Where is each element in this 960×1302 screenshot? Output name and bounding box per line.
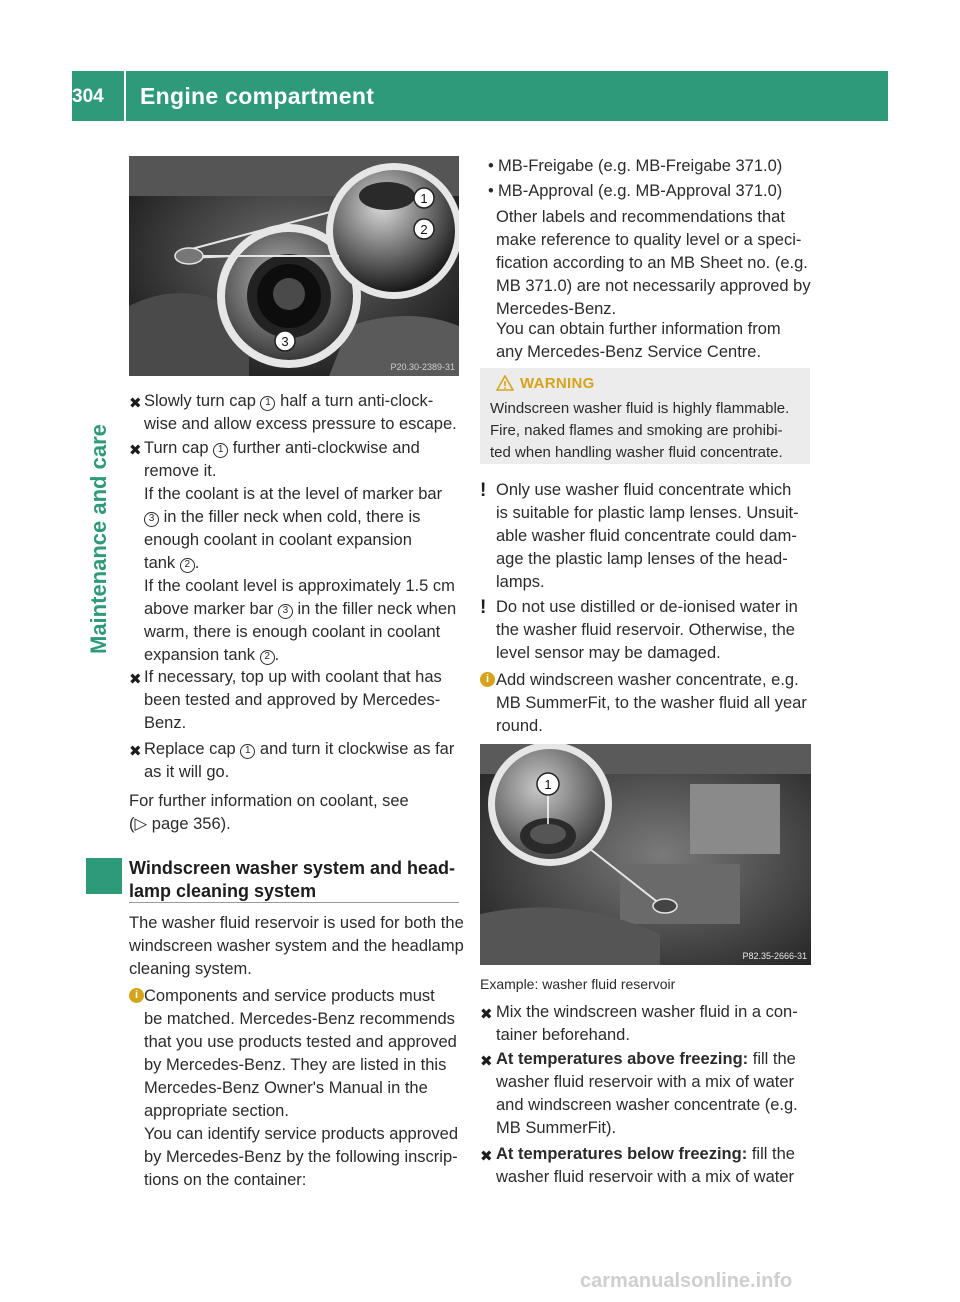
- step-turn-cap-further: ✖ Turn cap 1 further anti-clockwise and remove it. If the coolant is at the level of marker bar 3 in the filler neck when cold, there is enough coolant in coolant expansion tank 2 . If the coolant level is approximately 1.5 cm above marker bar 3 in the filler neck when warm, there is enough coolant in coolant expansion tank 2 .: [129, 439, 457, 664]
- side-label-text: Maintenance and care: [86, 424, 111, 654]
- obtain-info-paragraph: You can obtain further information from any Mercedes-Benz Service Centre.: [496, 320, 781, 361]
- exclamation-icon: !: [480, 480, 487, 501]
- page-ref-arrow-icon: ▷: [134, 815, 148, 833]
- info-icon: i: [480, 672, 495, 687]
- page-reference-link[interactable]: page 356).: [151, 815, 231, 833]
- step-slowly-turn-cap: ✖ Slowly turn cap 1 half a turn anti-clock- wise and allow excess pressure to escape.: [129, 392, 457, 433]
- bullet-item: • MB-Freigabe (e.g. MB-Freigabe 371.0): [488, 157, 783, 175]
- step-below-freezing: ✖ At temperatures below freezing: fill the washer fluid reservoir with a mix of water: [480, 1145, 795, 1186]
- step-arrow-icon: ✖: [480, 1053, 493, 1070]
- figure-code: P82.35-2666-31: [742, 951, 807, 961]
- section-heading: Windscreen washer system and head- lamp cleaning system: [129, 858, 455, 901]
- step-arrow-icon: ✖: [480, 1148, 493, 1165]
- heading-rule: [129, 902, 459, 903]
- warning-triangle-icon: [496, 375, 514, 391]
- warning-box: [480, 368, 810, 464]
- coolant-tank-photo: [129, 156, 459, 376]
- intro-paragraph: The washer fluid reservoir is used for both the windscreen washer system and the headlamp cleaning system.: [129, 914, 464, 978]
- step-replace-cap: ✖ Replace cap 1 and turn it clockwise as far as it will go.: [129, 740, 455, 781]
- figure-caption: Example: washer fluid reservoir: [480, 976, 676, 992]
- info-summerfit: i Add windscreen washer concentrate, e.g. MB SummerFit, to the washer fluid all year round.: [480, 669, 814, 741]
- callout-1: 1: [544, 777, 552, 792]
- warning-title: WARNING: [520, 375, 595, 392]
- step-arrow-icon: ✖: [129, 743, 142, 760]
- washer-reservoir-photo: [480, 744, 811, 965]
- step-above-freezing: ✖ At temperatures above freezing: fill the washer fluid reservoir with a mix of water and windscreen washer concentrate (e.g. MB SummerFit).: [480, 1050, 798, 1137]
- page-number: 304: [72, 86, 104, 107]
- section-tab-marker: [86, 858, 122, 894]
- callout-1: 1: [420, 191, 428, 206]
- further-info-paragraph: For further information on coolant, see (▷ page 356).: [129, 792, 409, 833]
- step-arrow-icon: ✖: [129, 442, 142, 459]
- header-divider: [124, 71, 126, 121]
- step-arrow-icon: ✖: [129, 395, 142, 412]
- step-mix-fluid: ✖ Mix the windscreen washer fluid in a con- tainer beforehand.: [480, 1003, 798, 1044]
- note-distilled-water: ! Do not use distilled or de-ionised water in the washer fluid reservoir. Otherwise, the level sensor may be damaged.: [480, 597, 798, 662]
- section-side-label: [86, 156, 116, 676]
- step-top-up: ✖ If necessary, top up with coolant that has been tested and approved by Mercedes- Benz.: [129, 668, 442, 732]
- bullet-item: • MB-Approval (e.g. MB-Approval 371.0): [488, 182, 783, 200]
- warning-text: Windscreen washer fluid is highly flammable. Fire, naked flames and smoking are prohibi- ted when handling washer fluid concentrate.: [490, 400, 790, 461]
- other-labels-paragraph: Other labels and recommendations that make reference to quality level or a speci- fication according to an MB Sheet no. (e.g. MB 371.0) are not necessarily approved by Mercedes-Benz.: [496, 208, 811, 318]
- info-components: i Components and service products must be matched. Mercedes-Benz recommends that you use products tested and approved by Mercedes-Benz. They are listed in this Mercedes-Benz Owner's Manual in the appropriate section. You can identify service products approved by Mercedes-Benz by the following inscrip- tions on the container:: [129, 985, 464, 1185]
- callout-2: 2: [420, 222, 428, 237]
- info-icon: i: [129, 988, 144, 1003]
- watermark: carmanualsonline.info: [580, 1270, 793, 1292]
- callout-3: 3: [281, 334, 289, 349]
- figure-code: P20.30-2389-31: [390, 362, 455, 372]
- exclamation-icon: !: [480, 597, 487, 618]
- page-title: Engine compartment: [140, 83, 375, 109]
- note-lamp-lenses: ! Only use washer fluid concentrate which is suitable for plastic lamp lenses. Unsuit- able washer fluid concentrate could dam- age the plastic lamp lenses of the head- lamps.: [480, 480, 799, 591]
- step-arrow-icon: ✖: [129, 671, 142, 688]
- step-arrow-icon: ✖: [480, 1006, 493, 1023]
- approval-bullet-list: [483, 155, 813, 203]
